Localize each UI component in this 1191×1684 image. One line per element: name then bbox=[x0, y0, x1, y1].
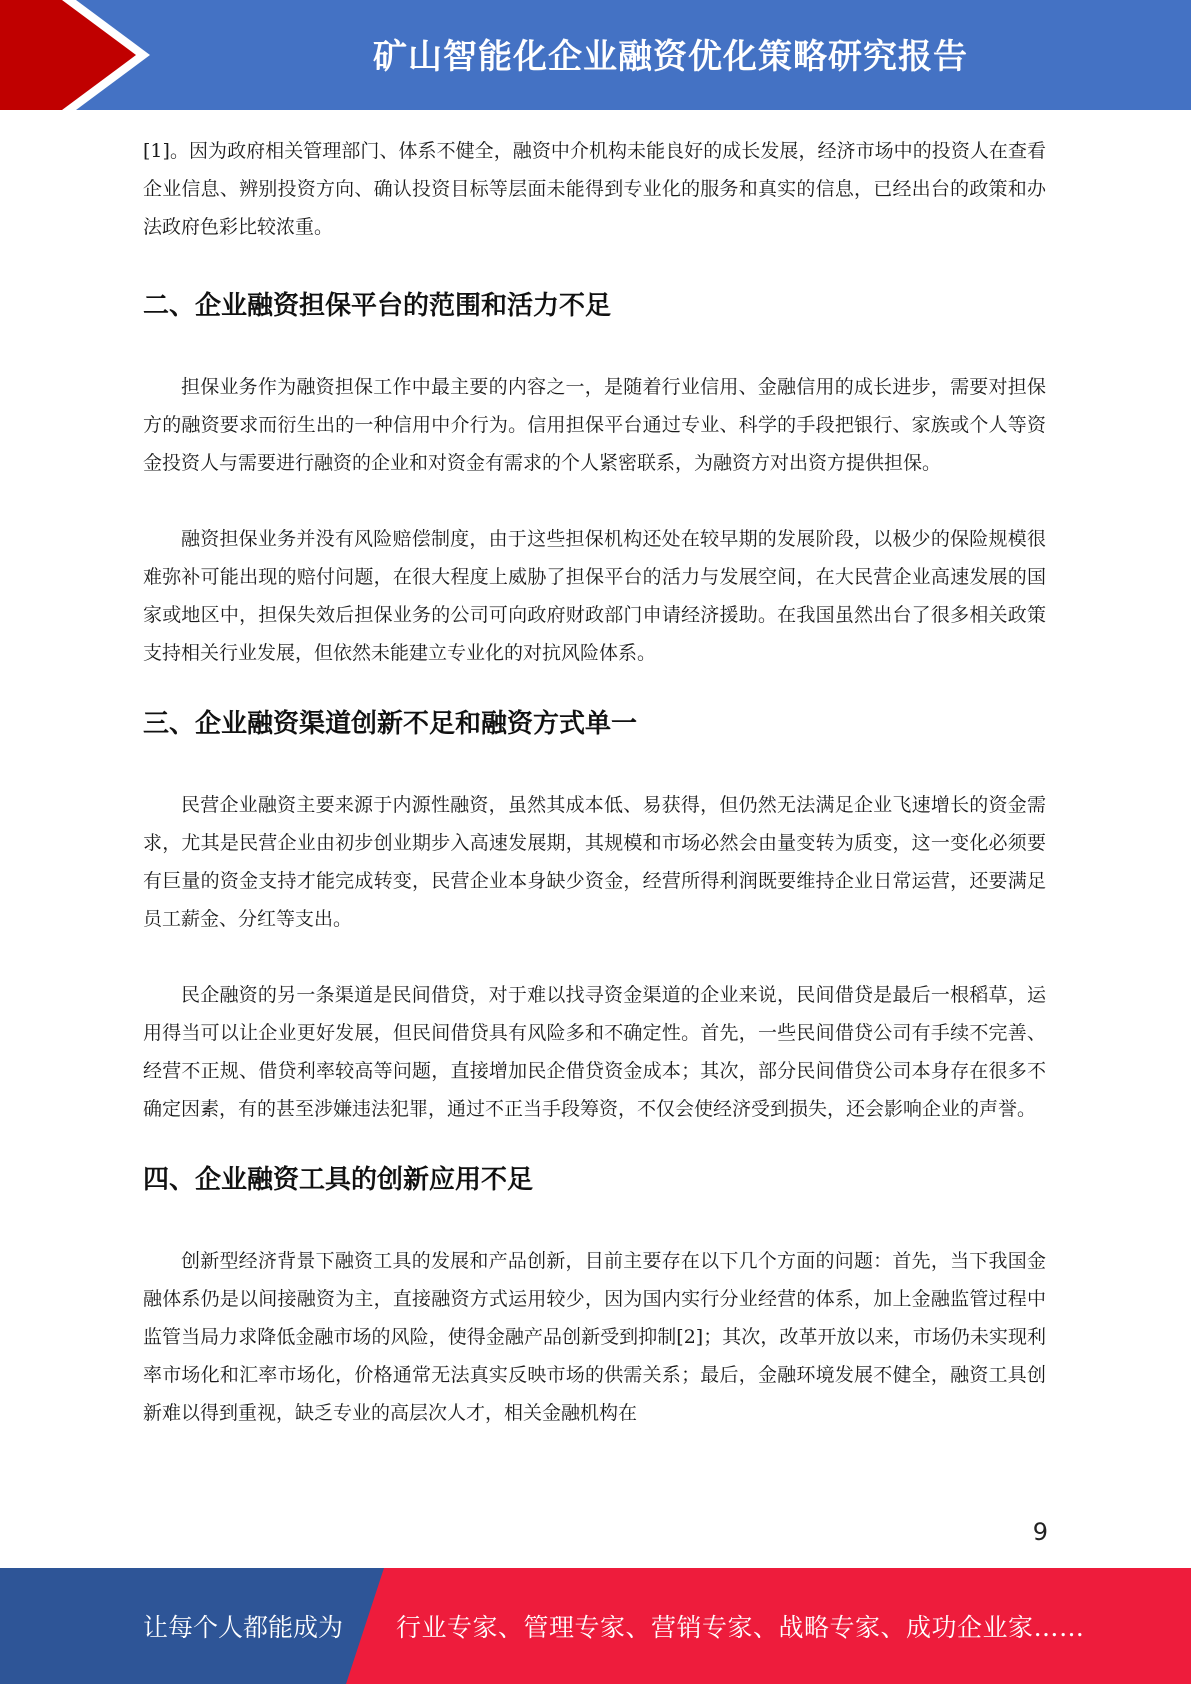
section-heading-2: 二、企业融资担保平台的范围和活力不足 bbox=[143, 291, 612, 321]
section-heading-4: 四、企业融资工具的创新应用不足 bbox=[143, 1165, 534, 1195]
footer-slogan-left: 让每个人都能成为 bbox=[143, 1613, 344, 1642]
intro-paragraph: [1]。因为政府相关管理部门、体系不健全，融资中介机构未能良好的成长发展，经济市场中的投资人在查看企业信息、辨别投资方向、确认投资目标等层面未能得到专业化的服务和真实的信息，已经出台的政策和办法政府色彩比较浓重。 bbox=[143, 140, 1046, 238]
section3-paragraph-1: 民营企业融资主要来源于内源性融资，虽然其成本低、易获得，但仍然无法满足企业飞速增长的资金需求，尤其是民营企业由初步创业期步入高速发展期，其规模和市场必然会由量变转为质变，这一变化必须要有巨量的资金支持才能完成转变，民营企业本身缺少资金，经营所得利润既要维持企业日常运营，还要满足员工薪金、分红等支出。 bbox=[143, 794, 1046, 930]
section2-paragraph-2: 融资担保业务并没有风险赔偿制度，由于这些担保机构还处在较早期的发展阶段，以极少的保险规模很难弥补可能出现的赔付问题，在很大程度上威胁了担保平台的活力与发展空间，在大民营企业高速发展的国家或地区中，担保失效后担保业务的公司可向政府财政部门申请经济援助。在我国虽然出台了很多相关政策支持相关行业发展，但依然未能建立专业化的对抗风险体系。 bbox=[143, 528, 1046, 664]
page-number: 9 bbox=[1032, 1518, 1048, 1546]
chevron-decoration bbox=[0, 0, 160, 110]
section4-paragraph-1: 创新型经济背景下融资工具的发展和产品创新，目前主要存在以下几个方面的问题：首先，当下我国金融体系仍是以间接融资为主，直接融资方式运用较少，因为国内实行分业经营的体系，加上金融监管过程中监管当局力求降低金融市场的风险，使得金融产品创新受到抑制[2]；其次，改革开放以来，市场仍未实现利率市场化和汇率市场化，价格通常无法真实反映市场的供需关系；最后，金融环境发展不健全，融资工具创新难以得到重视，缺乏专业的高层次人才，相关金融机构在 bbox=[143, 1250, 1046, 1424]
report-title: 矿山智能化企业融资优化策略研究报告 bbox=[373, 36, 968, 77]
page-content bbox=[143, 132, 1046, 1432]
footer-slogan-right: 行业专家、管理专家、营销专家、战略专家、成功企业家…… bbox=[396, 1613, 1085, 1642]
section2-paragraph-1: 担保业务作为融资担保工作中最主要的内容之一，是随着行业信用、金融信用的成长进步，需要对担保方的融资要求而衍生出的一种信用中介行为。信用担保平台通过专业、科学的手段把银行、家族或个人等资金投资人与需要进行融资的企业和对资金有需求的个人紧密联系，为融资方对出资方提供担保。 bbox=[143, 376, 1046, 474]
header-band bbox=[0, 0, 1191, 110]
section-heading-3: 三、企业融资渠道创新不足和融资方式单一 bbox=[143, 709, 638, 739]
section3-paragraph-2: 民企融资的另一条渠道是民间借贷，对于难以找寻资金渠道的企业来说，民间借贷是最后一根稻草，运用得当可以让企业更好发展，但民间借贷具有风险多和不确定性。首先，一些民间借贷公司有手续不完善、经营不正规、借贷利率较高等问题，直接增加民企借贷资金成本；其次，部分民间借贷公司本身存在很多不确定因素，有的甚至涉嫌违法犯罪，通过不正当手段筹资，不仅会使经济受到损失，还会影响企业的声誉。 bbox=[143, 984, 1046, 1120]
footer-band bbox=[0, 1568, 1191, 1684]
